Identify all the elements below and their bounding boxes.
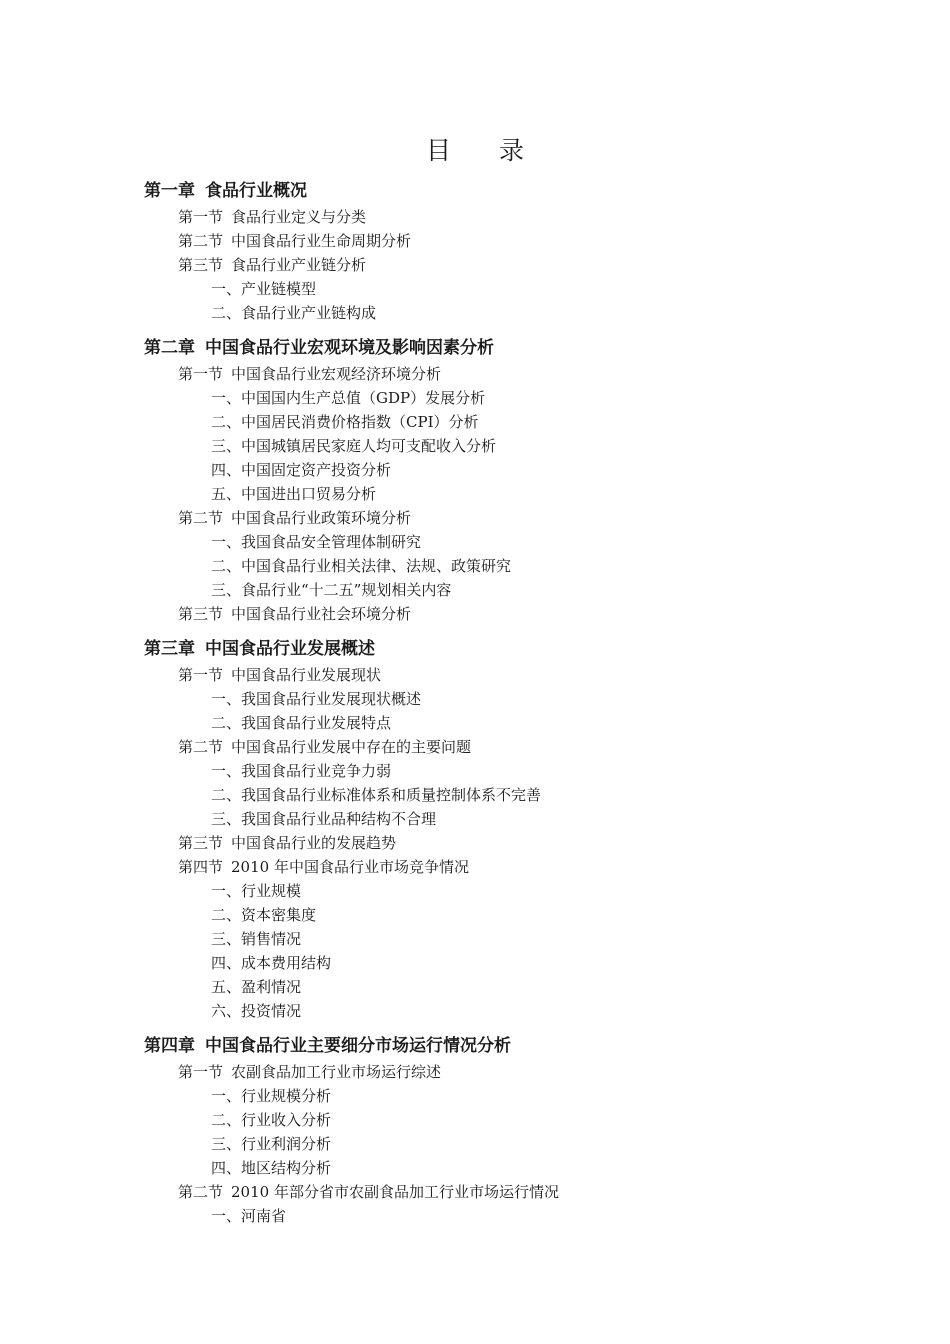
section-entry[interactable]: [0, 735, 950, 759]
subsection-entry[interactable]: 五、盈利情况: [211, 978, 302, 996]
section-entry[interactable]: [0, 253, 950, 277]
subsection-entry[interactable]: 四、地区结构分析: [211, 1159, 332, 1177]
section-number: 第一节: [178, 208, 224, 226]
section-number: 第一节: [178, 666, 224, 684]
section-title: 食品行业产业链分析: [231, 256, 367, 274]
section-title: 中国食品行业生命周期分析: [231, 232, 412, 250]
subsection-entry[interactable]: 二、中国居民消费价格指数（CPI）分析: [211, 413, 479, 431]
section-number: 第一节: [178, 1063, 224, 1081]
chapter-heading[interactable]: [0, 178, 950, 205]
section-title: 中国食品行业宏观经济环境分析: [231, 365, 442, 383]
toc-chapter: [0, 636, 950, 1023]
section-number: 第二节: [178, 509, 224, 527]
chapter-number: 第二章: [144, 338, 195, 358]
section-number: 第二节: [178, 1183, 224, 1201]
chapter-heading[interactable]: [0, 335, 950, 362]
section-number: 第二节: [178, 738, 224, 756]
chapter-title: 食品行业概况: [205, 181, 307, 201]
subsection-entry[interactable]: 二、资本密集度: [211, 906, 317, 924]
subsection-entry[interactable]: 五、中国进出口贸易分析: [211, 485, 377, 503]
toc-chapter: [0, 335, 950, 626]
section-number: 第三节: [178, 605, 224, 623]
subsection-entry[interactable]: 一、产业链模型: [211, 280, 317, 298]
section-title: 食品行业定义与分类: [231, 208, 367, 226]
subsection-entry[interactable]: 一、我国食品安全管理体制研究: [211, 533, 422, 551]
subsection-entry[interactable]: 一、河南省: [211, 1207, 287, 1225]
section-title: 中国食品行业发展中存在的主要问题: [231, 738, 472, 756]
section-entry[interactable]: [0, 1180, 950, 1204]
section-entry[interactable]: [0, 506, 950, 530]
toc-chapter: [0, 1033, 950, 1228]
chapter-number: 第一章: [144, 181, 195, 201]
section-title: 中国食品行业发展现状: [231, 666, 382, 684]
subsection-entry[interactable]: 一、中国国内生产总值（GDP）发展分析: [211, 389, 486, 407]
subsection-entry[interactable]: 六、投资情况: [211, 1002, 302, 1020]
section-number: 第三节: [178, 834, 224, 852]
section-title: 2010 年中国食品行业市场竞争情况: [231, 858, 469, 876]
subsection-entry[interactable]: 二、食品行业产业链构成: [211, 304, 377, 322]
chapter-heading[interactable]: [0, 636, 950, 663]
subsection-entry[interactable]: 四、中国固定资产投资分析: [211, 461, 392, 479]
subsection-entry[interactable]: 四、成本费用结构: [211, 954, 332, 972]
section-entry[interactable]: [0, 831, 950, 855]
section-entry[interactable]: [0, 229, 950, 253]
subsection-entry[interactable]: 一、行业规模: [211, 882, 302, 900]
page-title: 目 录: [426, 136, 544, 165]
section-number: 第二节: [178, 232, 224, 250]
chapter-heading[interactable]: [0, 1033, 950, 1060]
chapter-number: 第四章: [144, 1036, 195, 1056]
subsection-entry[interactable]: 一、行业规模分析: [211, 1087, 332, 1105]
section-entry[interactable]: [0, 205, 950, 229]
subsection-entry[interactable]: 三、行业利润分析: [211, 1135, 332, 1153]
subsection-entry[interactable]: 三、我国食品行业品种结构不合理: [211, 810, 437, 828]
table-of-contents: [0, 178, 950, 1228]
section-number: 第三节: [178, 256, 224, 274]
chapter-title: 中国食品行业宏观环境及影响因素分析: [205, 338, 494, 358]
section-entry[interactable]: [0, 855, 950, 879]
section-entry[interactable]: [0, 663, 950, 687]
section-title: 中国食品行业的发展趋势: [231, 834, 397, 852]
subsection-entry[interactable]: 一、我国食品行业发展现状概述: [211, 690, 422, 708]
section-title: 2010 年部分省市农副食品加工行业市场运行情况: [231, 1183, 559, 1201]
subsection-entry[interactable]: 一、我国食品行业竞争力弱: [211, 762, 392, 780]
chapter-number: 第三章: [144, 639, 195, 659]
subsection-entry[interactable]: 三、中国城镇居民家庭人均可支配收入分析: [211, 437, 497, 455]
subsection-entry[interactable]: 二、我国食品行业发展特点: [211, 714, 392, 732]
section-entry[interactable]: [0, 602, 950, 626]
section-number: 第四节: [178, 858, 224, 876]
section-title: 中国食品行业政策环境分析: [231, 509, 412, 527]
subsection-entry[interactable]: 二、行业收入分析: [211, 1111, 332, 1129]
chapter-title: 中国食品行业主要细分市场运行情况分析: [205, 1036, 511, 1056]
section-entry[interactable]: [0, 362, 950, 386]
chapter-title: 中国食品行业发展概述: [205, 639, 375, 659]
subsection-entry[interactable]: 三、销售情况: [211, 930, 302, 948]
section-title: 中国食品行业社会环境分析: [231, 605, 412, 623]
section-number: 第一节: [178, 365, 224, 383]
subsection-entry[interactable]: 二、中国食品行业相关法律、法规、政策研究: [211, 557, 512, 575]
section-title: 农副食品加工行业市场运行综述: [231, 1063, 442, 1081]
subsection-entry[interactable]: 三、食品行业“十二五”规划相关内容: [211, 581, 452, 599]
subsection-entry[interactable]: 二、我国食品行业标准体系和质量控制体系不完善: [211, 786, 542, 804]
toc-chapter: [0, 178, 950, 325]
section-entry[interactable]: [0, 1060, 950, 1084]
